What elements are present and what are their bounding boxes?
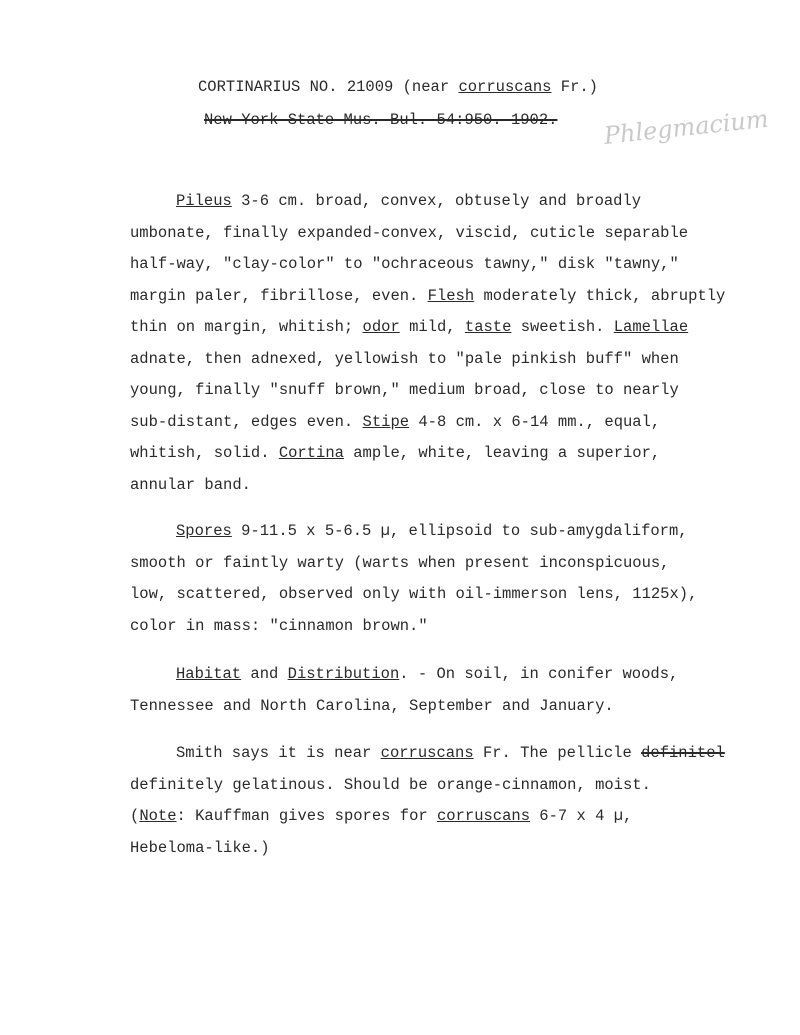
habitat-line-2: Tennessee and North Carolina, September and January. bbox=[130, 696, 614, 715]
stipe-label: Stipe bbox=[362, 412, 410, 431]
title-prefix: CORTINARIUS NO. 21009 (near bbox=[198, 78, 459, 96]
document-title bbox=[198, 78, 598, 96]
pileus-line-8-a: sub-distant, edges even. bbox=[130, 412, 363, 431]
title-suffix: Fr.) bbox=[551, 78, 598, 96]
pileus-line-3: half-way, "clay-color" to "ochraceous tawny," disk "tawny," bbox=[130, 255, 679, 273]
taste-label: taste bbox=[464, 318, 512, 336]
spores-line-3: low, scattered, observed only with oil-immerson lens, 1125x), bbox=[130, 585, 698, 603]
pileus-label: Pileus bbox=[176, 192, 232, 210]
pileus-paragraph bbox=[130, 186, 770, 501]
spores-line-1-text: 9-11.5 x 5-6.5 µ, ellipsoid to sub-amygdaliform, bbox=[231, 522, 688, 540]
spores-paragraph bbox=[130, 516, 770, 642]
odor-label: odor bbox=[362, 318, 400, 336]
spores-line-2: smooth or faintly warty (warts when present inconspicuous, bbox=[130, 553, 670, 572]
struck-word: definitel bbox=[641, 744, 725, 762]
pileus-line-4-b: moderately thick, abruptly bbox=[474, 286, 726, 305]
habitat-line-1-text: . - On soil, in conifer woods, bbox=[399, 665, 679, 683]
title-species: corruscans bbox=[458, 78, 552, 96]
cortina-label: Cortina bbox=[278, 444, 344, 462]
note-open-paren: ( bbox=[130, 807, 140, 825]
smith-line-1-a: Smith says it is near bbox=[176, 744, 381, 762]
habitat-label: Habitat bbox=[176, 665, 242, 683]
struck-reference: New York State Mus. Bul. 54:950. 1902. bbox=[204, 111, 558, 129]
smith-line-4: Hebeloma-like.) bbox=[130, 838, 270, 857]
pileus-line-6: adnate, then adnexed, yellowish to "pale pinkish buff" when bbox=[130, 349, 679, 368]
pileus-line-9-b: ample, white, leaving a superior, bbox=[343, 444, 661, 462]
pileus-line-10: annular band. bbox=[130, 475, 251, 494]
pileus-line-2: umbonate, finally expanded-convex, viscid, cuticle separable bbox=[130, 223, 689, 242]
pileus-line-8 bbox=[130, 407, 770, 439]
smith-line-3 bbox=[130, 801, 770, 833]
pileus-line-4 bbox=[130, 281, 770, 313]
pileus-line-5-c: sweetish. bbox=[511, 318, 614, 336]
pileus-line-7: young, finally "snuff brown," medium broad, close to nearly bbox=[130, 381, 679, 399]
spores-line-4: color in mass: "cinnamon brown." bbox=[130, 616, 428, 635]
smith-line-1 bbox=[130, 738, 770, 770]
distribution-label: Distribution bbox=[287, 665, 400, 683]
pileus-line-4-a: margin paler, fibrillose, even. bbox=[130, 286, 428, 305]
pileus-line-1 bbox=[130, 186, 770, 218]
smith-line-3-a: : Kauffman gives spores for bbox=[176, 807, 437, 825]
pileus-line-1-text: 3-6 cm. broad, convex, obtusely and broadly bbox=[231, 192, 642, 210]
pileus-line-5-b: mild, bbox=[399, 318, 465, 336]
pileus-line-5-a: thin on margin, whitish; bbox=[130, 318, 363, 336]
lamellae-label: Lamellae bbox=[613, 318, 689, 336]
smith-paragraph bbox=[130, 738, 770, 864]
habitat-paragraph bbox=[130, 659, 770, 722]
habitat-line-1 bbox=[130, 659, 770, 691]
note-species: corruscans bbox=[436, 807, 530, 825]
smith-line-1-b: Fr. The pellicle bbox=[473, 744, 642, 762]
note-label: Note bbox=[139, 807, 177, 825]
smith-line-2: definitely gelatinous. Should be orange-cinnamon, moist. bbox=[130, 775, 651, 794]
pileus-line-9 bbox=[130, 438, 770, 470]
habitat-and: and bbox=[241, 665, 288, 683]
smith-species: corruscans bbox=[380, 744, 474, 762]
spores-label: Spores bbox=[176, 522, 232, 540]
smith-line-3-b: 6-7 x 4 µ, bbox=[530, 807, 633, 825]
spores-line-1 bbox=[130, 516, 770, 548]
handwritten-note: Phlegmacium bbox=[602, 104, 770, 150]
flesh-label: Flesh bbox=[427, 286, 475, 305]
pileus-line-8-b: 4-8 cm. x 6-14 mm., equal, bbox=[409, 412, 661, 431]
pileus-line-9-a: whitish, solid. bbox=[130, 444, 279, 462]
pileus-line-5 bbox=[130, 312, 770, 344]
